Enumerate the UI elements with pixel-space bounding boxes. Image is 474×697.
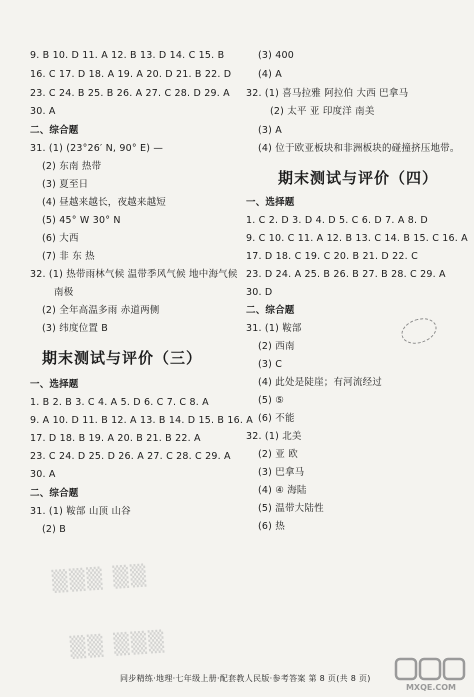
bleed-through-mark: ▒▒▒ ▒▒ [51, 562, 149, 594]
answer-line: (2) 太平 亚 印度洋 南美 [270, 106, 375, 117]
answer-line: (4) 位于欧亚板块和非洲板块的碰撞挤压地带。 [258, 143, 460, 154]
answer-line: (4) 昼越来越长，夜越来越短 [42, 197, 166, 208]
answer-line: (6) 不能 [258, 413, 295, 424]
answer-line: 31. (1) 鞍部 [246, 323, 302, 334]
answer-line: 32. (1) 喜马拉雅 阿拉伯 大西 巴拿马 [246, 88, 409, 99]
section-heading: 一、选择题 [246, 197, 295, 208]
answer-line: (4) A [258, 69, 282, 80]
answer-line: (5) 温带大陆性 [258, 503, 324, 514]
answer-line: (4) ④ 海陆 [258, 485, 307, 496]
answer-line: (7) 非 东 热 [42, 251, 95, 262]
answer-line: (2) 亚 欧 [258, 449, 298, 460]
answer-line: (2) 西南 [258, 341, 295, 352]
answer-line: 南极 [54, 287, 74, 298]
answer-line: (3) 巴拿马 [258, 467, 305, 478]
answer-line: 17. D 18. C 19. C 20. B 21. D 22. C [246, 251, 418, 262]
answer-line: 23. D 24. A 25. B 26. B 27. B 28. C 29. A [246, 269, 446, 280]
answer-line: (3) C [258, 359, 283, 370]
answer-line: 9. C 10. C 11. A 12. B 13. C 14. B 15. C 16. A [246, 233, 468, 244]
answer-line: (3) 夏至日 [42, 179, 89, 190]
answer-line: 1. C 2. D 3. D 4. D 5. C 6. D 7. A 8. D [246, 215, 428, 226]
answer-line: (2) 东南 热带 [42, 161, 102, 172]
svg-text:MXQE.COM: MXQE.COM [405, 683, 457, 692]
exam-3-title: 期末测试与评价（三） [42, 349, 203, 367]
answer-line: 1. B 2. B 3. C 4. A 5. D 6. C 7. C 8. A [30, 397, 209, 408]
section-heading: 二、综合题 [30, 125, 79, 136]
answer-line: 32. (1) 北美 [246, 431, 302, 442]
answer-line: 17. D 18. B 19. A 20. B 21. B 22. A [30, 433, 201, 444]
bleed-through-mark: ▒▒ ▒▒▒ [69, 628, 167, 660]
answer-line: (2) 全年高温多雨 赤道两侧 [42, 305, 160, 316]
answer-line: 9. B 10. D 11. A 12. B 13. D 14. C 15. B [30, 50, 225, 61]
exam-4-title: 期末测试与评价（四） [278, 169, 439, 187]
answer-line: 16. C 17. D 18. A 19. A 20. D 21. B 22. D [30, 69, 232, 80]
answer-line: (6) 大西 [42, 233, 79, 244]
answer-line: (6) 热 [258, 521, 285, 532]
answer-line: (3) 纬度位置 B [42, 323, 109, 334]
answer-line: (2) B [42, 524, 66, 535]
answer-line: 23. C 24. D 25. D 26. A 27. C 28. C 29. A [30, 451, 231, 462]
answer-line: 9. A 10. D 11. B 12. A 13. B 14. D 15. B 16. A [30, 415, 253, 426]
answer-line: 23. C 24. B 25. B 26. A 27. C 28. D 29. A [30, 88, 230, 99]
answer-line: 30. A [30, 469, 56, 480]
watermark-logo [394, 657, 468, 693]
answer-line: 30. A [30, 106, 56, 117]
section-heading: 一、选择题 [30, 379, 79, 390]
answer-line: 31. (1) (23°26′ N, 90° E) — [30, 143, 164, 154]
section-heading: 二、综合题 [30, 488, 79, 499]
answer-line: (5) 45° W 30° N [42, 215, 121, 226]
answer-line: (4) 此处是陡崖；有河流经过 [258, 377, 382, 388]
answer-line: (3) A [258, 125, 282, 136]
answer-line: (3) 400 [258, 50, 295, 61]
answer-line: 32. (1) 热带雨林气候 温带季风气候 地中海气候 [30, 269, 238, 280]
section-heading: 二、综合题 [246, 305, 295, 316]
answer-line: (5) ⑤ [258, 395, 284, 406]
page-footer: 同步精练·地理·七年级上册·配套教人民版·参考答案 第 8 页(共 8 页) [120, 674, 371, 683]
answer-line: 31. (1) 鞍部 山顶 山谷 [30, 506, 131, 517]
handwritten-stamp [398, 314, 440, 348]
answer-line: 30. D [246, 287, 273, 298]
